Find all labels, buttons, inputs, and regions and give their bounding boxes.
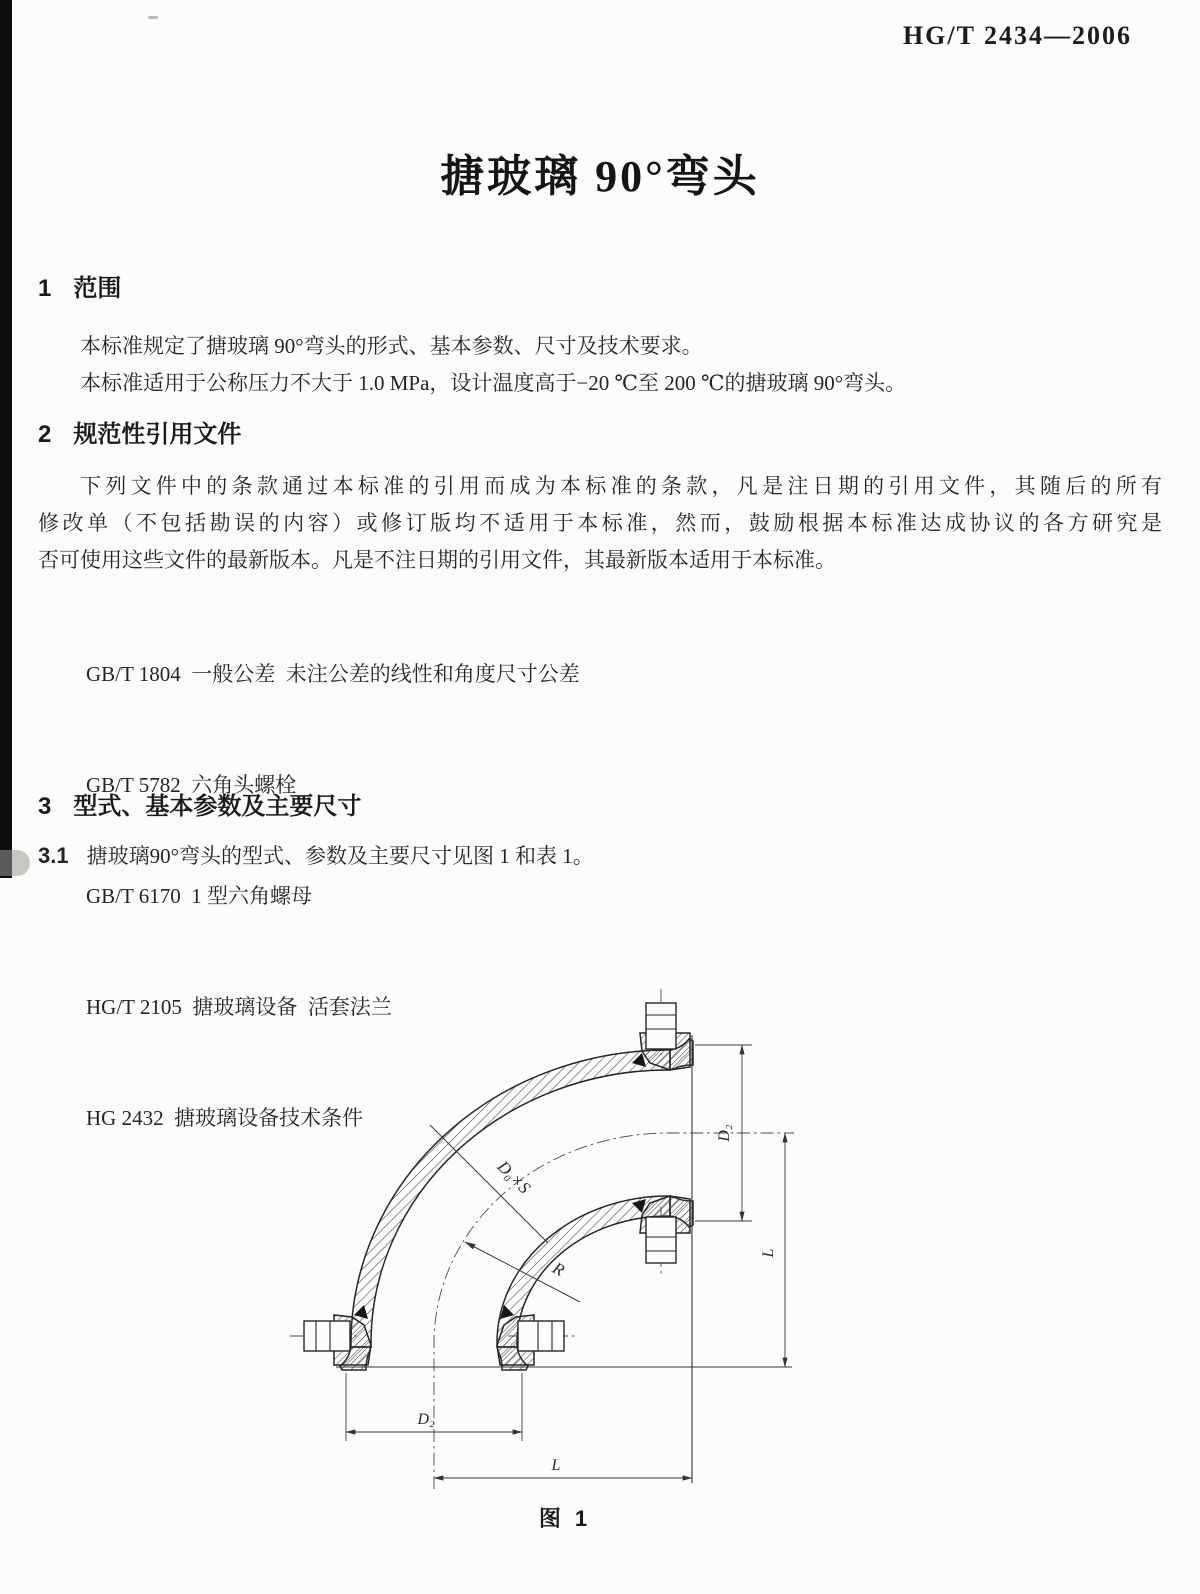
section-1-number: 1: [38, 275, 52, 302]
section-3-number: 3: [38, 793, 52, 820]
bolt: [646, 1217, 676, 1263]
reference-item: HG 2432 搪玻璃设备技术条件: [86, 1106, 364, 1130]
bolt: [304, 1321, 350, 1351]
section-2-number: 2: [38, 421, 52, 448]
scan-spine-bar: [0, 0, 12, 878]
face-lines: [336, 1035, 792, 1483]
elbow-centerline: [434, 1133, 794, 1489]
section-2-heading: [38, 414, 241, 449]
section-3-title: 型式、基本参数及主要尺寸: [73, 793, 362, 820]
dimension-label-d2-right: D₂: [716, 1124, 733, 1142]
junction-wedges: [354, 1053, 646, 1319]
section-1-paragraph-1: 本标准规定了搪玻璃 90°弯头的形式、基本参数、尺寸及技术要求。: [80, 334, 703, 358]
scan-smudge: [0, 850, 30, 876]
bolt: [518, 1321, 564, 1351]
reference-item: GB/T 1804 一般公差 未注公差的线性和角度尺寸公差: [86, 662, 580, 686]
clause-3-1: [38, 840, 1162, 870]
figure-1-drawing: [280, 975, 820, 1495]
dimension-label-d2-bottom: D₂: [417, 1411, 435, 1428]
clause-3-1-text: 搪玻璃90°弯头的型式、参数及主要尺寸见图 1 和表 1。: [86, 844, 594, 868]
section-1-title: 范围: [73, 275, 122, 302]
elbow-technical-drawing: [280, 975, 820, 1495]
paragraph-line: 下列文件中的条款通过本标准的引用而成为本标准的条款，凡是注日期的引用文件，其随后的所有: [80, 474, 1162, 498]
clause-3-1-number: 3.1: [38, 843, 69, 868]
figure-1-caption: 图 1: [538, 1506, 592, 1531]
section-2-title: 规范性引用文件: [73, 421, 242, 448]
centerline-group: [290, 989, 794, 1489]
scan-corner-mark: [148, 16, 158, 19]
paragraph-line: 修改单（不包括勘误的内容）或修订版均不适用于本标准，然而，鼓励根据本标准达成协议的各方研究是: [38, 511, 1162, 535]
dimension-label-r: R: [549, 1258, 568, 1280]
running-header-standard-code: [902, 21, 1132, 60]
section-1-heading: [38, 268, 121, 303]
section-2-paragraph: [38, 468, 1162, 579]
standard-code-text: HG/T 2434—2006: [902, 21, 1132, 50]
paragraph-line: 否可使用这些文件的最新版本。凡是不注日期的引用文件，其最新版本适用于本标准。: [38, 548, 836, 572]
reference-item: HG/T 2105 搪玻璃设备 活套法兰: [86, 995, 392, 1019]
reference-item: GB/T 5782 六角头螺栓: [86, 773, 297, 797]
dimension-label-l-bottom: L: [551, 1457, 561, 1474]
bolt: [646, 1003, 676, 1049]
dimension-label-d0s: D₀×S: [493, 1156, 535, 1198]
section-1-paragraph-2: 本标准适用于公称压力不大于 1.0 MPa，设计温度高于−20 ℃至 200 ℃的搪玻璃 90°弯头。: [80, 371, 907, 395]
dimension-label-l-right: L: [760, 1248, 777, 1258]
section-3-heading: [38, 786, 361, 821]
page-title: 搪玻璃 90°弯头: [440, 152, 760, 201]
reference-item: GB/T 6170 1 型六角螺母: [86, 884, 312, 908]
